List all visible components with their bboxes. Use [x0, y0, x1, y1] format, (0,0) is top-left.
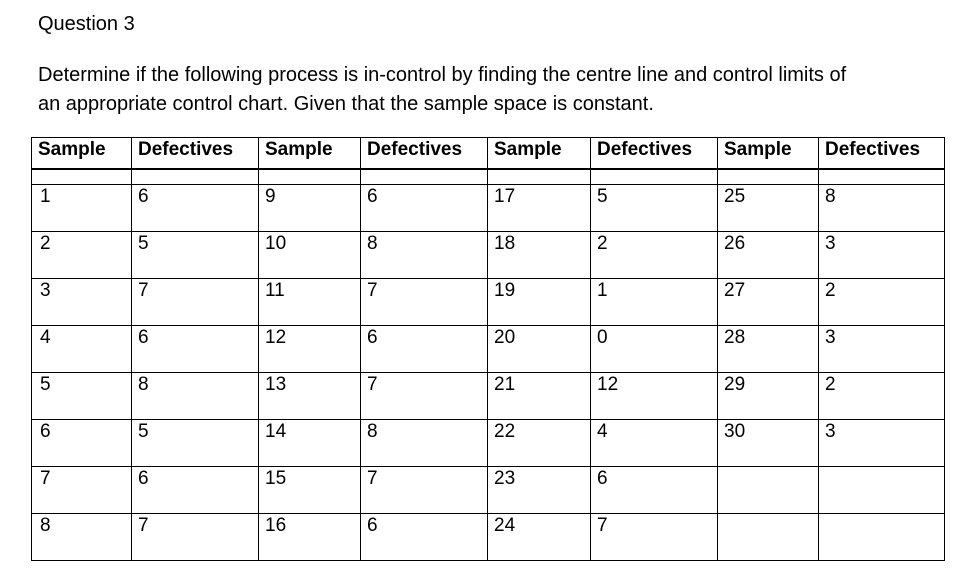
header-defectives-4: Defectives [819, 138, 945, 170]
table-cell [718, 514, 819, 561]
prompt-line-2: an appropriate control chart. Given that the sample space is constant. [38, 93, 654, 115]
table-cell: 5 [32, 373, 132, 420]
header-defectives-2: Defectives [361, 138, 488, 170]
table-cell: 7 [361, 373, 488, 420]
table-spacer-row [32, 169, 945, 185]
table-header-row [32, 138, 945, 170]
table-cell: 29 [718, 373, 819, 420]
table-row [32, 185, 945, 232]
table-cell: 7 [132, 514, 259, 561]
table-cell: 14 [259, 420, 361, 467]
table-cell: 2 [819, 279, 945, 326]
table-cell: 19 [488, 279, 591, 326]
table-cell: 8 [32, 514, 132, 561]
table-cell: 4 [32, 326, 132, 373]
table-cell: 17 [488, 185, 591, 232]
table-cell: 21 [488, 373, 591, 420]
table-cell: 12 [591, 373, 718, 420]
table-cell: 7 [591, 514, 718, 561]
table-cell: 8 [132, 373, 259, 420]
header-defectives-1: Defectives [132, 138, 259, 170]
table-cell [819, 467, 945, 514]
table-cell: 12 [259, 326, 361, 373]
table-cell: 28 [718, 326, 819, 373]
table-cell: 11 [259, 279, 361, 326]
table-cell: 25 [718, 185, 819, 232]
table-cell: 9 [259, 185, 361, 232]
table-cell: 13 [259, 373, 361, 420]
table-cell: 23 [488, 467, 591, 514]
table-cell: 18 [488, 232, 591, 279]
header-sample-4: Sample [718, 138, 819, 170]
header-sample-3: Sample [488, 138, 591, 170]
table-cell: 1 [32, 185, 132, 232]
table-cell: 5 [132, 420, 259, 467]
table-cell: 3 [819, 232, 945, 279]
table-row [32, 420, 945, 467]
table-cell: 2 [819, 373, 945, 420]
table-cell: 6 [132, 467, 259, 514]
header-sample-2: Sample [259, 138, 361, 170]
question-prompt [38, 61, 948, 119]
table-cell: 1 [591, 279, 718, 326]
table-cell: 27 [718, 279, 819, 326]
table-row [32, 373, 945, 420]
prompt-line-1: Determine if the following process is in-control by finding the centre line and control limits of [38, 64, 847, 86]
table-cell: 5 [591, 185, 718, 232]
table-cell: 3 [819, 420, 945, 467]
header-defectives-3: Defectives [591, 138, 718, 170]
table-cell: 6 [132, 326, 259, 373]
table-cell: 26 [718, 232, 819, 279]
table-cell: 8 [361, 232, 488, 279]
table-cell: 6 [361, 514, 488, 561]
table-row [32, 467, 945, 514]
table-cell: 6 [361, 185, 488, 232]
header-sample-1: Sample [32, 138, 132, 170]
table-cell: 7 [361, 279, 488, 326]
table-cell: 2 [591, 232, 718, 279]
table-cell: 10 [259, 232, 361, 279]
table-row [32, 232, 945, 279]
table-cell: 6 [591, 467, 718, 514]
table-row [32, 279, 945, 326]
table-cell: 5 [132, 232, 259, 279]
table-cell: 7 [32, 467, 132, 514]
table-cell [718, 467, 819, 514]
table-cell: 0 [591, 326, 718, 373]
question-title: Question 3 [38, 13, 135, 35]
table-cell [819, 514, 945, 561]
defectives-table [31, 137, 945, 561]
table-cell: 7 [132, 279, 259, 326]
table-cell: 2 [32, 232, 132, 279]
table-cell: 15 [259, 467, 361, 514]
table-cell: 7 [361, 467, 488, 514]
table-row [32, 514, 945, 561]
table-cell: 8 [361, 420, 488, 467]
table-cell: 3 [32, 279, 132, 326]
table-cell: 3 [819, 326, 945, 373]
table-cell: 30 [718, 420, 819, 467]
table-cell: 20 [488, 326, 591, 373]
table-cell: 6 [361, 326, 488, 373]
table-cell: 24 [488, 514, 591, 561]
table-cell: 8 [819, 185, 945, 232]
table-row [32, 326, 945, 373]
table-cell: 4 [591, 420, 718, 467]
table-cell: 16 [259, 514, 361, 561]
table-cell: 6 [132, 185, 259, 232]
table-cell: 22 [488, 420, 591, 467]
table-cell: 6 [32, 420, 132, 467]
